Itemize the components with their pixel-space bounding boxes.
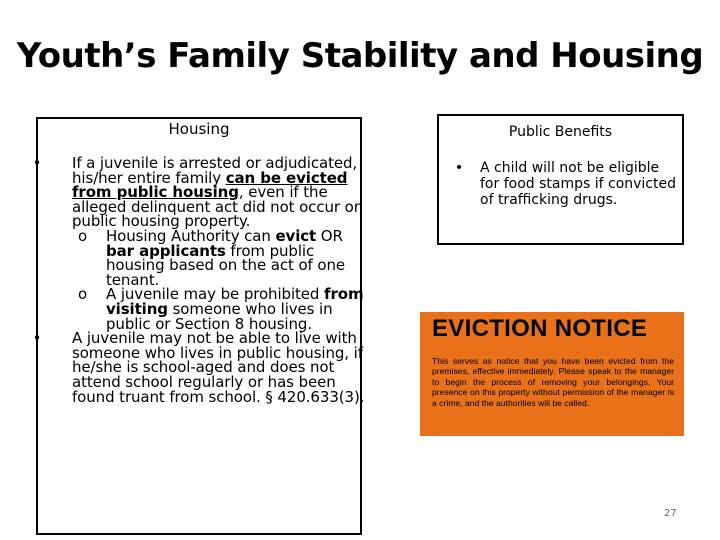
sub-bullet-text: Housing Authority can <box>106 226 276 245</box>
bullet-marker: • <box>32 329 42 348</box>
slide-title: Youth’s Family Stability and Housing <box>16 36 704 76</box>
sub-bullet-text: A juvenile may be prohibited <box>106 285 325 304</box>
benefits-heading: Public Benefits <box>508 124 613 140</box>
sub-bullet-text: from public housing based on the act of one tenant. <box>106 241 345 289</box>
benefits-content <box>452 160 682 208</box>
bullet-text: , even if the alleged delinquent act did not occur on public housing property. <box>72 183 364 231</box>
bullet-food-stamps <box>452 160 682 208</box>
sub-bullet-text: OR <box>316 226 343 245</box>
sub-bullet-marker: o <box>78 285 88 304</box>
bullet-marker: • <box>454 160 464 176</box>
bullet-text: A juvenile may not be able to live with someone who lives in public housing, if he/she is school-aged and does not attend school regularly or has been found truant from school. § 420.633(3). <box>72 329 365 406</box>
housing-content <box>30 156 370 404</box>
sub-bullet-emphasis: bar applicants <box>106 241 226 260</box>
sub-bullet-visiting <box>30 287 370 331</box>
eviction-notice-image <box>420 312 684 436</box>
page-number: 27 <box>664 508 677 519</box>
bullet-text: If a juvenile is arrested or adjudicated, his/her entire family <box>72 154 358 187</box>
bullet-emphasis: can be evicted from public housing <box>72 168 348 202</box>
sub-bullet-text: someone who lives in public or Section 8 housing. <box>106 299 333 333</box>
bullet-school <box>30 331 370 404</box>
sub-bullet-emphasis: from visiting <box>106 285 364 318</box>
bullet-marker: • <box>32 154 42 172</box>
housing-heading: Housing <box>168 120 230 138</box>
eviction-notice-body: This serves as notice that you have been evicted from the premises, effective immediately. Please speak to the manager to begin the process of removing your belongings. Your presence on this property without permission of the manager is a crime, and the authorities will be called. <box>432 356 674 408</box>
sub-bullet-marker: o <box>78 226 88 245</box>
bullet-text: A child will not be eligible for food stamps if convicted of trafficking drugs. <box>480 160 676 208</box>
bullet-eviction <box>30 156 370 229</box>
eviction-notice-title: EVICTION NOTICE <box>432 315 648 342</box>
sub-bullet-emphasis: evict <box>275 226 317 245</box>
sub-bullet-evict-or-bar <box>30 226 370 289</box>
